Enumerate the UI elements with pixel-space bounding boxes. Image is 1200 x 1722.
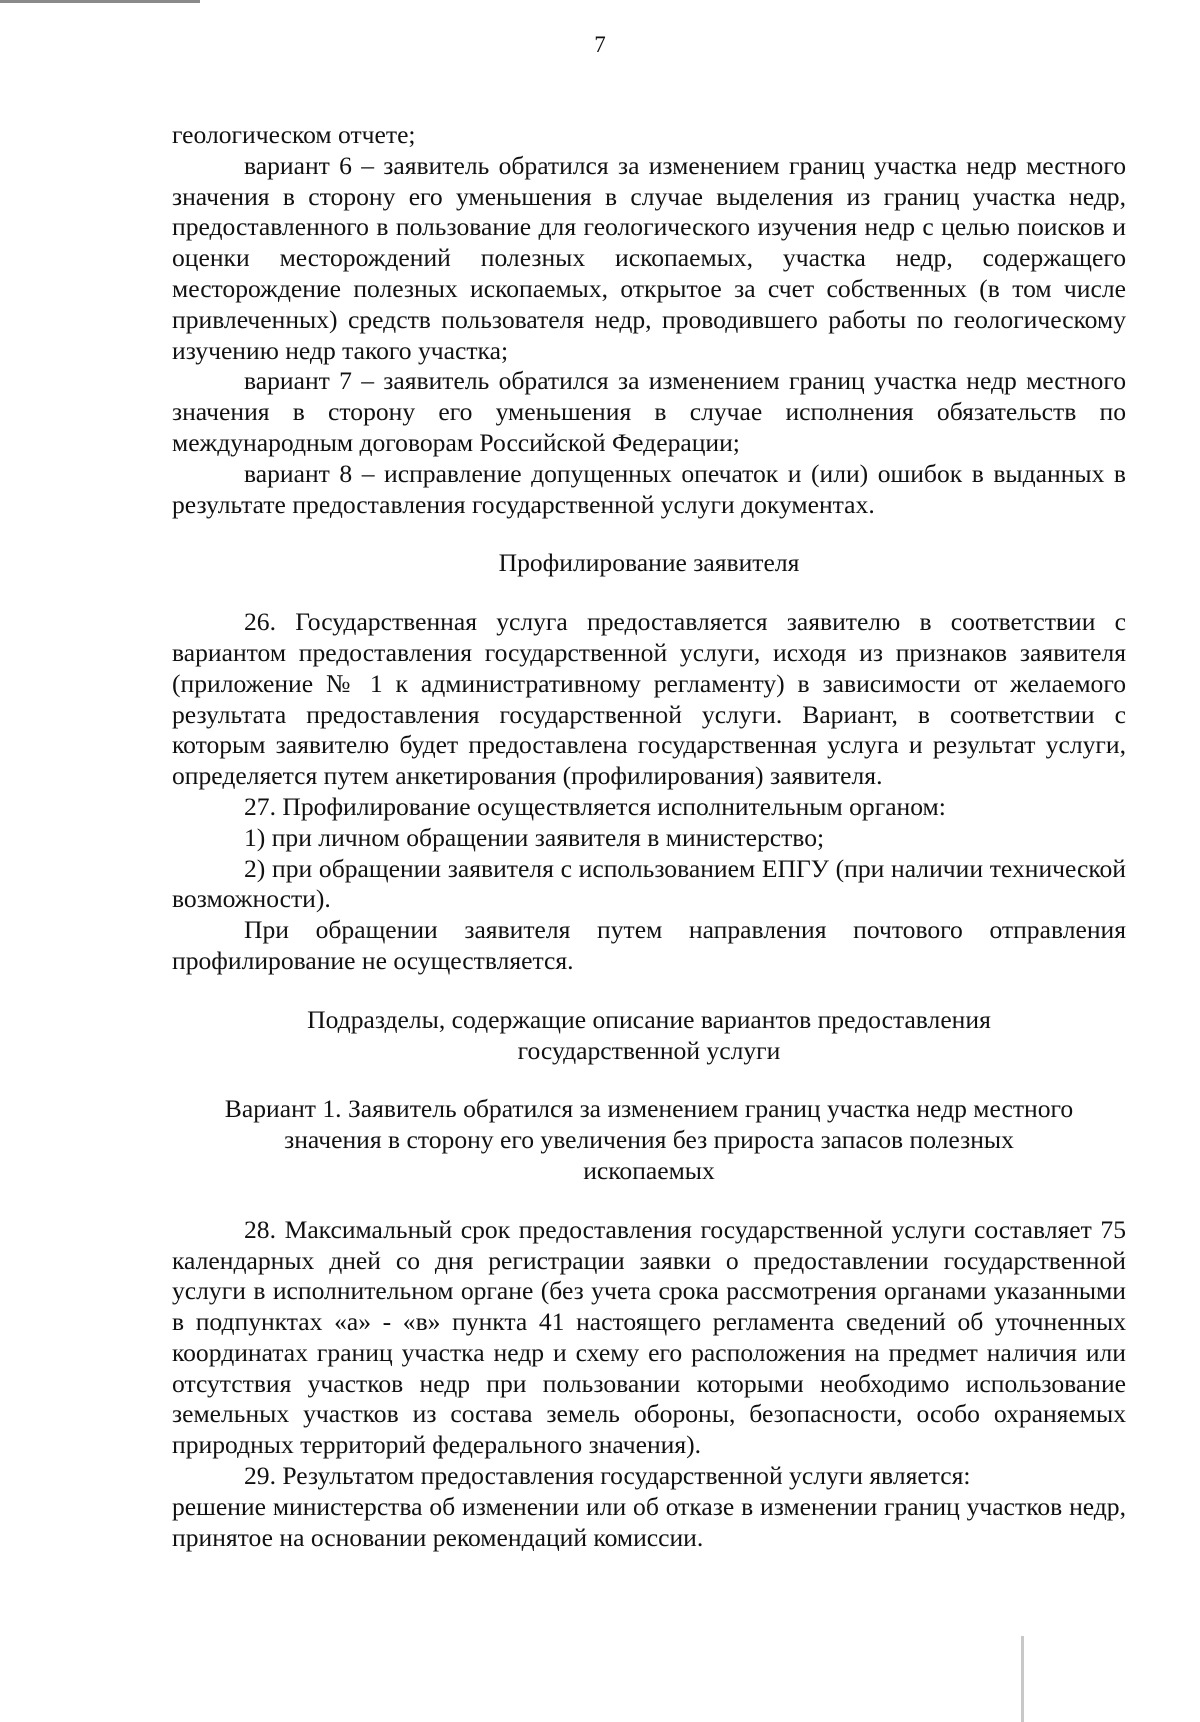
document-body [172,120,1126,1553]
paragraph-29-result: решение министерства об изменении или об отказе в изменении границ участков недр, принятое на основании рекомендаций комиссии. [172,1491,1126,1552]
paragraph-28: 28. Максимальный срок предоставления государственной услуги составляет 75 календарных дней со дня регистрации заявки о предоставлении государственной услуги в исполнительном органе (без учета срока рассмотрения органами указанными в подпунктах «а» - «в» пункта 41 настоящего регламента сведений об уточненных координатах границ участка недр и схему его расположения на предмет наличия или отсутствия участков недр при пользовании которыми необходимо использование земельных участков из состава земель обороны, безопасности, особо охраняемых природных территорий федерального значения). [172,1214,1126,1460]
paragraph-continuation: геологическом отчете; [172,120,416,149]
section-heading-profiling: Профилирование заявителя [498,548,800,578]
section-heading-variant-1 [172,1094,1126,1186]
paragraph-29: 29. Результатом предоставления государственной услуги является: [244,1461,971,1491]
paragraph-27: 27. Профилирование осуществляется исполнительным органом: [244,791,946,821]
section-heading-subsections [172,1005,1126,1067]
paragraph-27-item-1: 1) при личном обращении заявителя в министерство; [244,822,825,852]
scan-edge-right [1021,1636,1024,1722]
section-heading-subsections-line-2: государственной услуги [517,1035,781,1065]
section-heading-subsections-line-1: Подразделы, содержащие описание вариантов предоставления [307,1004,991,1034]
scan-edge-top [0,0,200,3]
section-heading-variant-1-line-3: ископаемых [583,1155,715,1185]
paragraph-26: 26. Государственная услуга предоставляется заявителю в соответствии с вариантом предоставления государственной услуги, исходя из признаков заявителя (приложение № 1 к административному регламенту) в зависимости от желаемого результата предоставления государственной услуги. Вариант, в соответствии с которым заявителю будет предоставлена государственная услуга и результат услуги, определяется путем анкетирования (профилирования) заявителя. [172,607,1126,791]
paragraph-postal-note: При обращении заявителя путем направления почтового отправления профилирование не осуществляется. [172,915,1126,975]
section-heading-variant-1-line-1: Вариант 1. Заявитель обратился за изменением границ участка недр местного [224,1094,1074,1124]
paragraph-variant-8: вариант 8 – исправление допущенных опечаток и (или) ошибок в выданных в результате предоставления государственной услуги документах. [172,458,1126,519]
paragraph-variant-6: вариант 6 – заявитель обратился за изменением границ участка недр местного значения в сторону его уменьшения в случае выделения из границ участка недр, предоставленного в пользование для геологического изучения недр с целью поисков и оценки месторождений полезных ископаемых, участка недр, содержащего месторождение полезных ископаемых, открытое за счет собственных (в том числе привлеченных) средств пользователя недр, проводившего работы по геологическому изучению недр такого участка; [172,150,1126,365]
section-heading-variant-1-line-2: значения в сторону его увеличения без прироста запасов полезных [284,1125,1014,1155]
paragraph-variant-7: вариант 7 – заявитель обратился за изменением границ участка недр местного значения в сторону его уменьшения в случае исполнения обязательств по международным договорам Российской Федерации; [172,366,1126,457]
page-number: 7 [594,32,606,57]
paragraph-27-item-2: 2) при обращении заявителя с использованием ЕПГУ (при наличии технической возможности). [172,853,1126,914]
